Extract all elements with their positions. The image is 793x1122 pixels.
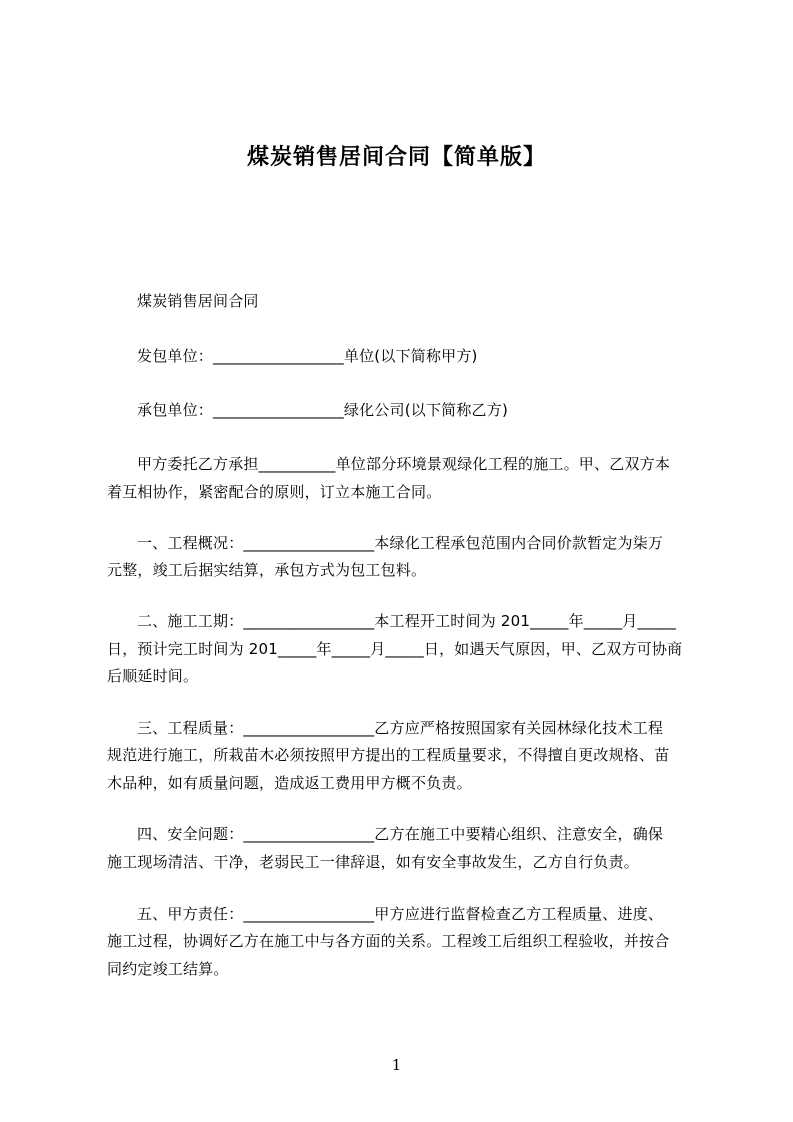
- contract-heading: 煤炭销售居间合同: [137, 292, 259, 310]
- clause-3-line: 规范进行施工，所栽苗木必须按照甲方提出的工程质量要求，不得擅自更改规格、苗: [107, 746, 670, 764]
- page-number: 1: [391, 1056, 402, 1074]
- clause-1-line: 一、工程概况：_________________本绿化工程承包范围内合同价款暂定为柒万: [137, 534, 664, 552]
- clause-2-line: 后顺延时间。: [107, 667, 199, 685]
- contractor-line: 承包单位：_________________绿化公司(以下简称乙方): [137, 401, 509, 419]
- clause-1-line: 元整，竣工后据实结算，承包方式为包工包料。: [107, 561, 427, 579]
- paragraph-line: 着互相协作，紧密配合的原则，订立本施工合同。: [107, 483, 442, 501]
- clause-5-line: 五、甲方责任：_________________甲方应进行监督检查乙方工程质量、进度、: [137, 905, 664, 923]
- paragraph-line: 甲方委托乙方承担__________单位部分环境景观绿化工程的施工。甲、乙双方本: [137, 455, 671, 473]
- clause-2-line: 日，预计完工时间为 201_____年_____月_____日，如遇天气原因，甲、乙双方可协商: [107, 640, 683, 658]
- clause-2-line: 二、施工工期：_________________本工程开工时间为 201_____年_____月_____: [137, 612, 677, 630]
- clause-5-line: 施工过程，协调好乙方在施工中与各方面的关系。工程竣工后组织工程验收，并按合: [107, 932, 670, 950]
- clause-3-line: 三、工程质量：_________________乙方应严格按照国家有关园林绿化技术工程: [137, 719, 664, 737]
- clause-5-line: 同约定竣工结算。: [107, 960, 229, 978]
- document-title: 煤炭销售居间合同【简单版】: [246, 145, 546, 170]
- clause-4-line: 施工现场清洁、干净，老弱民工一律辞退，如有安全事故发生，乙方自行负责。: [107, 853, 640, 871]
- employer-line: 发包单位：_________________单位(以下简称甲方): [137, 347, 478, 365]
- clause-4-line: 四、安全问题：_________________乙方在施工中要精心组织、注意安全，确保: [137, 825, 664, 843]
- clause-3-line: 木品种，如有质量问题，造成返工费用甲方概不负责。: [107, 774, 472, 792]
